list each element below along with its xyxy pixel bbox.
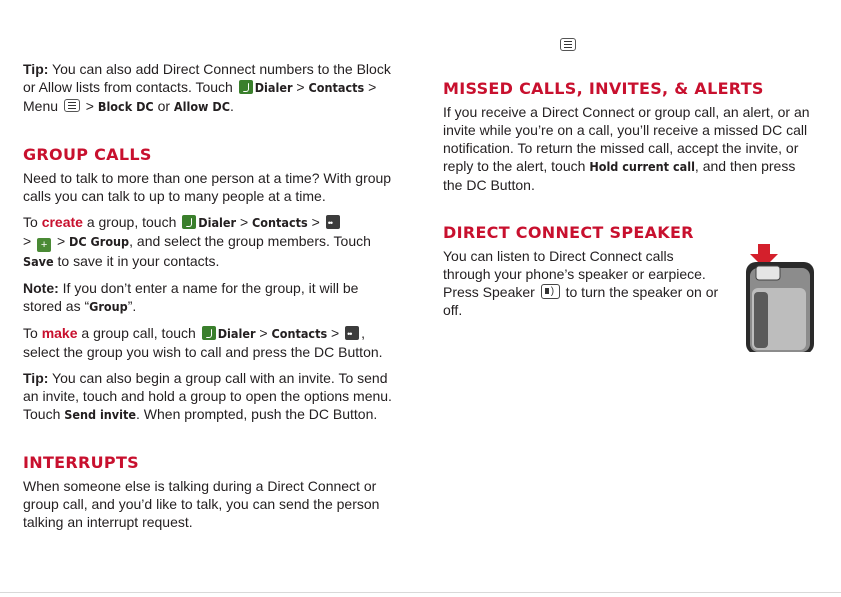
group-calls-heading: GROUP CALLS [23, 145, 152, 164]
dialer-icon [182, 215, 196, 229]
hold-current-call-label: Hold current call [589, 159, 695, 174]
save-label: Save [23, 254, 54, 269]
tip-block-allow [23, 60, 395, 116]
note-text: If you don’t enter a name for the group, it will be stored as “ [23, 280, 359, 314]
separator: > [255, 325, 272, 341]
text: a group call, touch [77, 325, 200, 341]
missed-calls-heading: MISSED CALLS, INVITES, & ALERTS [443, 79, 764, 98]
dialer-label: Dialer [198, 215, 237, 230]
text: , select the group you wish to call and press the DC Button. [23, 325, 383, 360]
separator: > [292, 79, 309, 95]
menu-icon [64, 99, 80, 112]
separator: > [53, 233, 70, 249]
tip-label: Tip: [23, 61, 49, 77]
create-group-instructions [23, 213, 395, 271]
make-word: make [41, 325, 78, 341]
speaker-text [443, 247, 723, 319]
text: ”. [127, 298, 137, 314]
dc-group-label: DC Group [69, 234, 130, 249]
text: to turn the speaker on or off. [443, 284, 719, 318]
group-icon [345, 326, 359, 340]
make-group-call-instructions [23, 324, 395, 361]
separator: > [236, 214, 253, 230]
dc-speaker-heading: DIRECT CONNECT SPEAKER [443, 223, 694, 242]
contacts-label: Contacts [308, 80, 365, 95]
note-label: Note: [23, 280, 59, 296]
interrupts-text: When someone else is talking during a Direct Connect or group call, and you’d like to talk, you can send the person talking an interrupt request. [23, 478, 380, 530]
create-word: create [41, 214, 83, 230]
dialer-icon [202, 326, 216, 340]
group-name: Group [89, 299, 128, 314]
period: . [229, 98, 234, 114]
text: To [23, 325, 42, 341]
separator: > [81, 98, 98, 114]
left-column [23, 60, 395, 539]
separator: > [327, 325, 344, 341]
tip-text: You can also add Direct Connect numbers to the Block or Allow lists from contacts. Touch [23, 61, 391, 95]
text: You can listen to Direct Connect calls through your phone’s speaker or earpiece. Press Speaker [443, 248, 706, 300]
text: to save it in your contacts. [53, 253, 220, 269]
text: To [23, 214, 42, 230]
contacts-label: Contacts [252, 215, 308, 230]
dialer-label: Dialer [254, 80, 293, 95]
dialer-label: Dialer [217, 326, 256, 341]
menu-text: > Menu [23, 79, 377, 114]
phone-illustration [740, 242, 820, 352]
separator: > [23, 233, 36, 249]
text: , and then press the DC Button. [443, 158, 796, 193]
note [23, 279, 395, 316]
dialer-icon [239, 80, 253, 94]
text: , and select the group members. Touch [129, 233, 371, 249]
group-icon [326, 215, 340, 229]
bottom-rule [0, 592, 841, 593]
menu-icon [560, 38, 576, 51]
text: If you receive a Direct Connect or group call, an alert, or an invite while you’re on a call, you’ll receive a missed DC call notification. To return the missed call, accept the invite, or reply to the alert, touch [443, 104, 810, 174]
separator: > [307, 214, 324, 230]
block-dc-label: Block DC [97, 99, 154, 114]
tip-text: You can also begin a group call with an invite. To send an invite, touch and hold a group to open the options menu. Touch [23, 370, 392, 422]
tip-label: Tip: [23, 370, 49, 386]
or-text: or [153, 98, 174, 114]
send-invite-label: Send invite [64, 407, 136, 422]
contacts-label: Contacts [271, 326, 328, 341]
speaker-icon [541, 284, 560, 299]
text: a group, touch [82, 214, 181, 230]
add-icon: + [37, 238, 51, 252]
allow-dc-label: Allow DC [173, 99, 230, 114]
tip-invite [23, 369, 395, 424]
group-intro: Need to talk to more than one person at a time? With group calls you can talk to up to many people at a time. [23, 170, 392, 204]
interrupts-heading: INTERRUPTS [23, 453, 139, 472]
text: . When prompted, push the DC Button. [136, 406, 378, 422]
missed-calls-text [443, 103, 815, 194]
